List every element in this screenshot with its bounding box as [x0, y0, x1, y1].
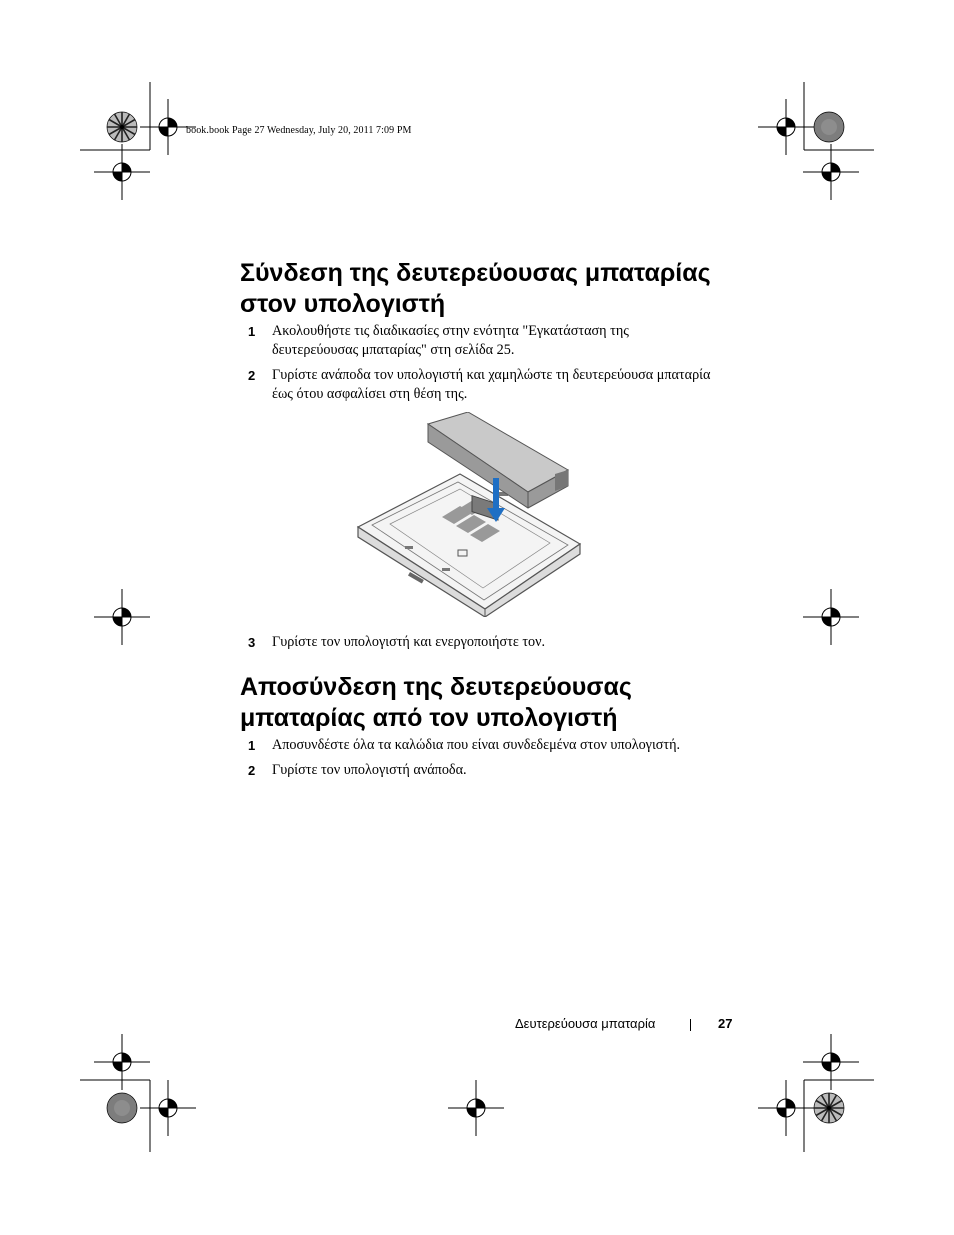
starburst-icon: [814, 1093, 844, 1123]
page-number: 27: [718, 1016, 733, 1031]
step-text: Γυρίστε τον υπολογιστή και ενεργοποιήστε τον.: [272, 634, 546, 650]
step-text: Ακολουθήστε τις διαδικασίες στην ενότητα "Εγκατάσταση της δευτερεύουσας μπαταρίας" στη σελίδα 25.: [272, 323, 629, 358]
registration-mark-icon: [803, 1034, 859, 1090]
step-item: [248, 736, 748, 755]
battery-install-illustration: [350, 412, 585, 617]
step-number: 1: [248, 738, 256, 753]
step-text: Γυρίστε ανάποδα τον υπολογιστή και χαμηλώστε τη δευτερεύουσα μπαταρία έως ότου ασφαλίσει στη θέση της.: [272, 367, 711, 402]
registration-mark-icon: [803, 144, 859, 200]
starburst-icon: [107, 112, 137, 142]
registration-mark-icon: [803, 589, 859, 645]
registration-mark-icon: [758, 1080, 814, 1136]
print-slug: book.book Page 27 Wednesday, July 20, 2011 7:09 PM: [186, 125, 412, 136]
footer-section-name: Δευτερεύουσα μπαταρία: [515, 1016, 656, 1031]
step-item: [248, 633, 748, 652]
registration-mark-icon: [94, 589, 150, 645]
footer-divider: [690, 1019, 691, 1031]
registration-mark-icon: [758, 99, 814, 155]
step-text: Γυρίστε τον υπολογιστή ανάποδα.: [272, 762, 467, 778]
step-text: Αποσυνδέστε όλα τα καλώδια που είναι συνδεδεμένα στον υπολογιστή.: [272, 737, 681, 753]
registration-mark-icon: [94, 144, 150, 200]
section-heading-connect: Σύνδεση της δευτερεύουσας μπαταρίας στον υπολογιστή: [240, 259, 711, 318]
step-item: [248, 366, 748, 404]
step-item: [248, 322, 748, 360]
step-number: 1: [248, 324, 256, 339]
registration-mark-icon: [448, 1080, 504, 1136]
section-heading-disconnect: Αποσύνδεση της δευτερεύουσας μπαταρίας από τον υπολογιστή: [240, 673, 632, 732]
gray-disc-icon: [107, 1093, 137, 1123]
step-number: 3: [248, 635, 256, 650]
step-number: 2: [248, 368, 256, 383]
registration-mark-icon: [140, 1080, 196, 1136]
gray-disc-icon: [814, 112, 844, 142]
registration-mark-icon: [94, 1034, 150, 1090]
step-item: [248, 761, 748, 780]
step-number: 2: [248, 763, 256, 778]
